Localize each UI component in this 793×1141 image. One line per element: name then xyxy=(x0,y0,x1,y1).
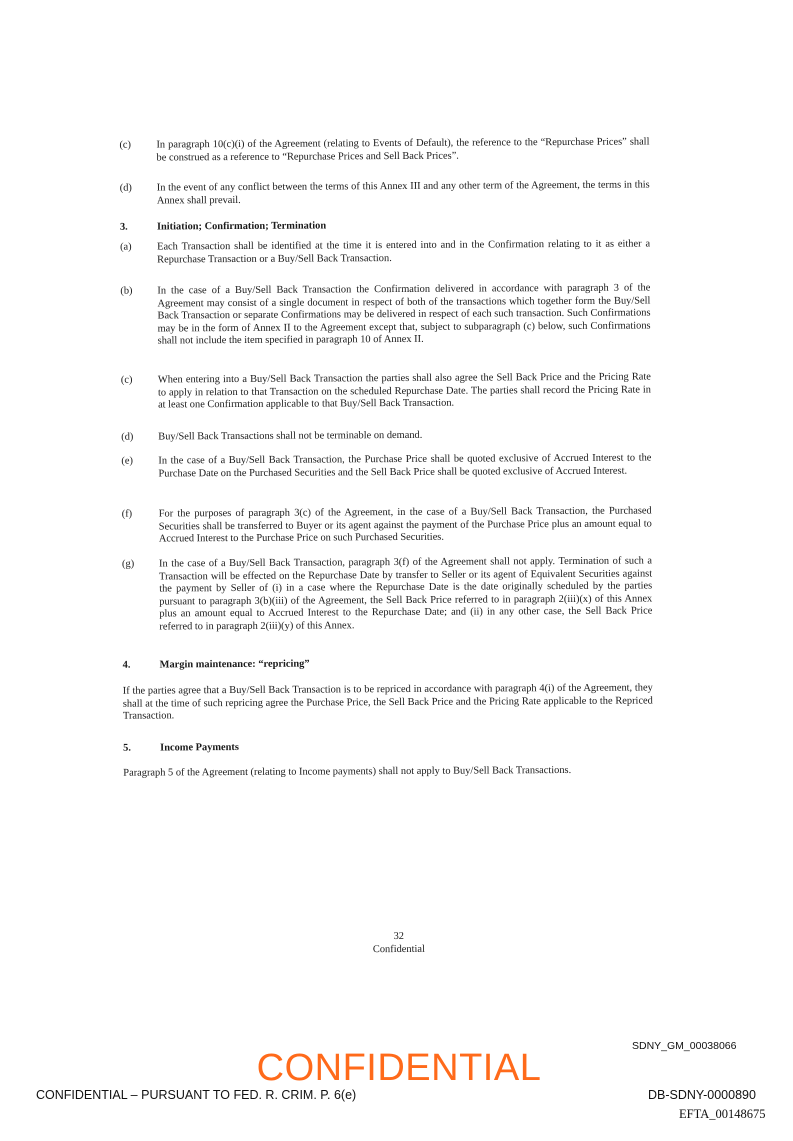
paragraph-text: In the case of a Buy/Sell Back Transaction, paragraph 3(f) of the Agreement shall not apply. Termination of such a Transaction will be effected on the Repurchase Date by transfer to Seller or its agent of Equivalent Securities against the payment by Seller of (i) in a case where the Repurchase Date is the date originally scheduled by the parties pursuant to paragraph 3(b)(iii) of the Agreement, the Sell Back Price referred to in paragraph 2(iii)(x) of this Annex plus an amount equal to Accrued Interest to the Repurchase Date; and (ii) in any other case, the Sell Back Price referred to in paragraph 2(iii)(y) of this Annex. xyxy=(158,555,653,633)
section-title: Initiation; Confirmation; Termination xyxy=(156,220,327,233)
section-number: 3. xyxy=(119,221,128,233)
paragraph-3a xyxy=(120,238,651,266)
bates-number-small: SDNY_GM_00038066 xyxy=(632,1040,737,1052)
paragraph-label: (c) xyxy=(120,374,133,386)
page-number: 32 xyxy=(393,930,405,943)
efta-number: EFTA_00148675 xyxy=(679,1107,766,1121)
section-title: Income Payments xyxy=(160,741,239,754)
paragraph-3e xyxy=(121,452,652,480)
paragraph-text: For the purposes of paragraph 3(c) of the Agreement, in the case of a Buy/Sell Back Transaction, the Purchased Securities shall be transferred to Buyer or its agent against the payment of the Purchase Price plus an amount equal to Accrued Interest to the Purchase Price on such Purchased Securities. xyxy=(158,505,652,545)
paragraph-3f xyxy=(121,505,652,545)
section-5-body: Paragraph 5 of the Agreement (relating to Income payments) shall not apply to Buy/Sell Back Transactions. xyxy=(123,764,572,779)
section-number: 5. xyxy=(123,742,131,754)
confidential-stamp: CONFIDENTIAL xyxy=(256,1047,542,1089)
paragraph-3c xyxy=(120,371,651,411)
paragraph-label: (b) xyxy=(120,285,133,297)
paragraph-3b xyxy=(120,282,651,347)
section-number: 4. xyxy=(122,659,131,671)
paragraph-text: In paragraph 10(c)(i) of the Agreement (relating to Events of Default), the reference to the “Repurchase Prices” shall be construed as a reference to “Repurchase Prices and Sell Back Prices”. xyxy=(156,136,650,164)
bates-number: DB-SDNY-0000890 xyxy=(648,1088,756,1102)
paragraph-3d xyxy=(121,428,651,443)
paragraph-2c xyxy=(119,136,650,164)
section-title: Margin maintenance: “repricing” xyxy=(159,658,310,671)
paragraph-text: When entering into a Buy/Sell Back Transaction the parties shall also agree the Sell Back Price and the Pricing Rate to apply in relation to that Transaction on the scheduled Repurchase Date. The parties shall record the Pricing Rate in at least one Confirmation applicable to that Buy/Sell Back Transaction. xyxy=(157,371,651,411)
paragraph-label: (d) xyxy=(119,182,132,194)
paragraph-label: (g) xyxy=(121,558,135,570)
paragraph-label: (c) xyxy=(119,139,132,151)
paragraph-2d xyxy=(119,179,650,207)
paragraph-text: In the case of a Buy/Sell Back Transaction, the Purchase Price shall be quoted exclusive of Accrued Interest to the Purchase Date on the Purchased Securities and the Sell Back Price shall be quoted exclusive of Accrued Interest. xyxy=(158,452,652,480)
paragraph-label: (a) xyxy=(120,241,132,253)
confidentiality-legend: CONFIDENTIAL – PURSUANT TO FED. R. CRIM. P. 6(e) xyxy=(36,1088,357,1102)
confidential-label: Confidential xyxy=(372,943,425,956)
paragraph-label: (d) xyxy=(121,431,134,443)
paragraph-3g xyxy=(121,555,653,633)
paragraph-text: In the case of a Buy/Sell Back Transaction the Confirmation delivered in accordance with paragraph 3 of the Agreement may consist of a single document in respect of both of the transactions which together form the Buy/Sell Back Transaction or separate Confirmations may be delivered in respect of each such transaction. Such Confirmations may be in the form of Annex II to the Agreement except that, subject to subparagraph (c) below, such Confirmations shall not include the item specified in paragraph 10 of Annex II. xyxy=(157,282,651,347)
paragraph-label: (f) xyxy=(121,508,133,520)
paragraph-text: Each Transaction shall be identified at the time it is entered into and in the Confirmation relating to it as either a Repurchase Transaction or a Buy/Sell Back Transaction. xyxy=(157,238,651,266)
paragraph-label: (e) xyxy=(121,455,133,467)
section-4-body: If the parties agree that a Buy/Sell Back Transaction is to be repriced in accordance with paragraph 4(i) of the Agreement, they shall at the time of such repricing agree the Purchase Price, the Sell Back Price and the Pricing Rate applicable to the Repriced Transaction. xyxy=(122,682,653,722)
paragraph-text: Buy/Sell Back Transactions shall not be terminable on demand. xyxy=(158,429,423,443)
paragraph-text: In the event of any conflict between the terms of this Annex III and any other term of the Agreement, the terms in this Annex shall prevail. xyxy=(156,179,650,207)
